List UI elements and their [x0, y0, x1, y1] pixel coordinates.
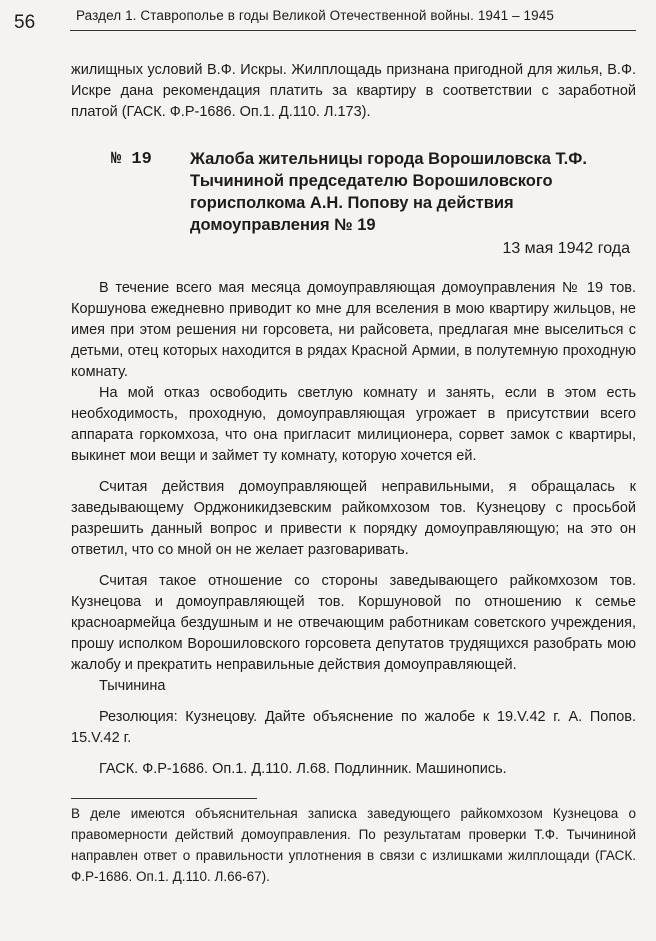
- running-title: Раздел 1. Ставрополье в годы Великой Отечественной войны. 1941 – 1945: [76, 8, 554, 23]
- resolution: Резолюция: Кузнецову. Дайте объяснение по жалобе к 19.V.42 г. А. Попов. 15.V.42 г.: [71, 709, 636, 746]
- body-paragraph-2: На мой отказ освободить светлую комнату и занять, если в этом есть необходимость, проходную, домоуправляющая угрожает в присутствии всего аппарата горкомхоза, что она пригласит милиционера, сорвет замок с квартиры, выкинет мои вещи и займет ту комнату, которую хочется ей.: [71, 385, 636, 464]
- document-title: Жалоба жительницы города Ворошиловска Т.Ф. Тычининой председателю Ворошиловского горисполкома А.Н. Попову на действия домоуправления № 19: [190, 150, 587, 234]
- signature: Тычинина: [99, 678, 166, 694]
- document-body: [71, 278, 636, 780]
- body-paragraph-1: В течение всего мая месяца домоуправляющая домоуправления № 19 тов. Коршунова ежедневно приводит ко мне для вселения в мою квартиру жильцов, не имея при этом решения ни горсовета, ни райсовета, предлагая мне выселиться с детьми, отец которых находится в рядах Красной Армии, в полутемную проходную комнату.: [71, 280, 636, 380]
- body-paragraph-4: Считая такое отношение со стороны заведывающего райкомхозом тов. Кузнецова и домоуправляющей тов. Коршуновой по отношению к семье красноармейца бездушным и не отвечающим работникам советского учреждения, прошу исполком Ворошиловского горсовета депутатов трудящихся разобрать мою жалобу и прекратить неправильные действия домоуправляющей.: [71, 573, 636, 673]
- archive-source: ГАСК. Ф.Р-1686. Оп.1. Д.110. Л.68. Подлинник. Машинопись.: [99, 761, 507, 777]
- footnote-rule: [71, 798, 257, 799]
- intro-paragraph: [71, 60, 636, 123]
- header-rule: [70, 30, 636, 31]
- intro-text: жилищных условий В.Ф. Искры. Жилплощадь признана пригодной для жилья, В.Ф. Искре дана рекомендация платить за квартиру в соответствии с заработной платой (ГАСК. Ф.Р-1686. Оп.1. Д.110. Л.173).: [71, 62, 636, 120]
- document-date: 13 мая 1942 года: [502, 240, 630, 257]
- document-number: № 19: [111, 150, 152, 169]
- body-paragraph-3: Считая действия домоуправляющей неправильными, я обращалась к заведывающему Орджоникидзевским райкомхозом тов. Кузнецову с просьбой разрешить данный вопрос и привести к порядку домоуправляющую; на это он ответил, что со мной он не желает разговаривать.: [71, 479, 636, 558]
- footnote: В деле имеются объяснительная записка заведующего райкомхозом Кузнецова о правомерности действий домоуправления. По результатам проверки Т.Ф. Тычининой направлен ответ о правильности уплотнения в связи с излишками жилплощади (ГАСК. Ф.Р-1686. Оп.1. Д.110. Л.66-67).: [71, 806, 636, 884]
- page-number: 56: [14, 12, 36, 33]
